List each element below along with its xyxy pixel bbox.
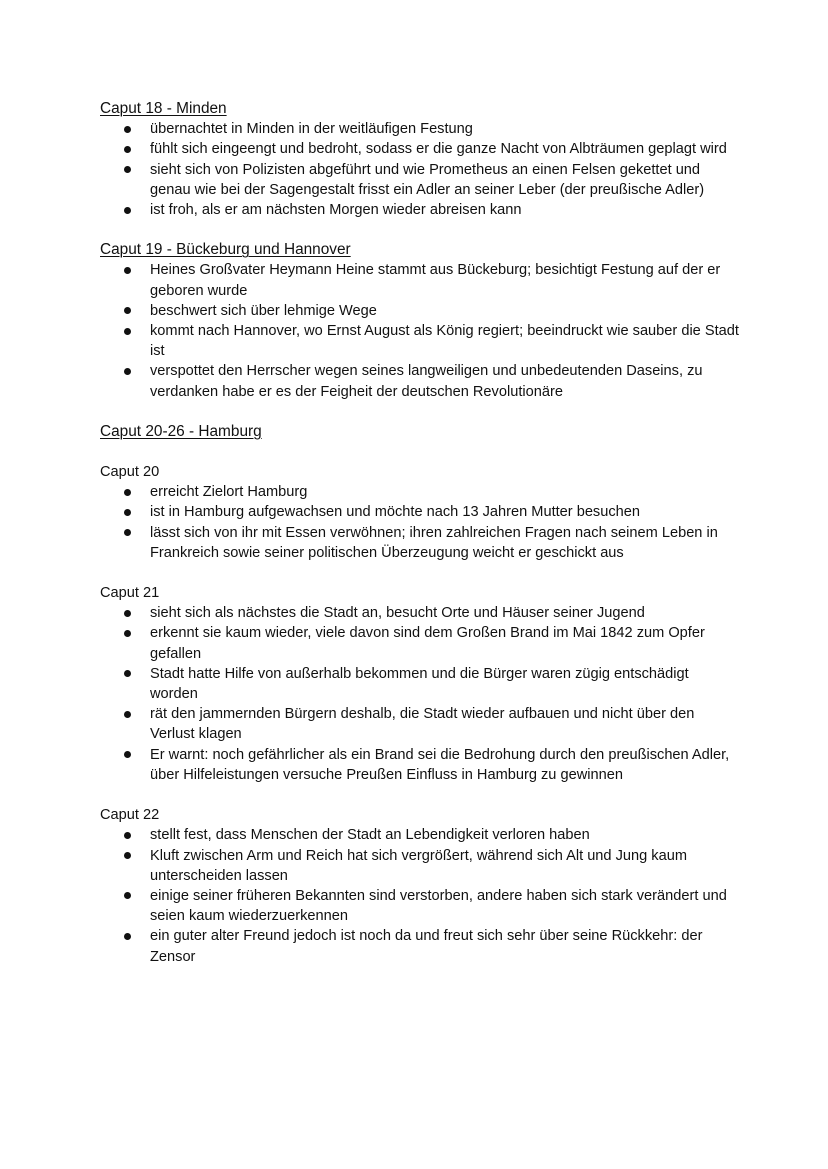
spacer	[100, 402, 740, 422]
bullet-dot-icon	[124, 630, 131, 637]
bullet-dot-icon	[124, 933, 131, 940]
bullet-dot-icon	[124, 307, 131, 314]
spacer	[100, 785, 740, 805]
section-heading-caput-18: Caput 18 - Minden	[100, 100, 227, 117]
bullet-dot-icon	[124, 529, 131, 536]
spacer	[100, 442, 740, 462]
bullet-dot-icon	[124, 610, 131, 617]
list-item: fühlt sich eingeengt und bedroht, sodass er die ganze Nacht von Albträumen geplagt wird	[100, 139, 740, 159]
subsection-title-caput-21: Caput 21	[100, 585, 160, 602]
bullet-dot-icon	[124, 711, 131, 718]
bullet-dot-icon	[124, 207, 131, 214]
list-item: kommt nach Hannover, wo Ernst August als König regiert; beeindruckt wie sauber die Stadt ist	[100, 321, 740, 361]
bullet-list-caput-22	[100, 825, 740, 966]
bullet-dot-icon	[124, 852, 131, 859]
list-item: Kluft zwischen Arm und Reich hat sich vergrößert, während sich Alt und Jung kaum unterscheiden lassen	[100, 846, 740, 886]
subsection-title-caput-20: Caput 20	[100, 464, 160, 481]
list-item: ist in Hamburg aufgewachsen und möchte nach 13 Jahren Mutter besuchen	[100, 502, 740, 522]
list-item: Stadt hatte Hilfe von außerhalb bekommen und die Bürger waren zügig entschädigt worden	[100, 664, 740, 704]
list-item: stellt fest, dass Menschen der Stadt an Lebendigkeit verloren haben	[100, 825, 740, 845]
list-item: erkennt sie kaum wieder, viele davon sind dem Großen Brand im Mai 1842 zum Opfer gefallen	[100, 623, 740, 663]
bullet-dot-icon	[124, 267, 131, 274]
spacer	[100, 563, 740, 583]
subsection-title-caput-22: Caput 22	[100, 807, 160, 824]
section-heading-caput-19: Caput 19 - Bückeburg und Hannover	[100, 241, 351, 259]
document-page	[100, 99, 740, 967]
list-item: einige seiner früheren Bekannten sind verstorben, andere haben sich stark verändert und seien kaum wiederzuerkennen	[100, 886, 740, 926]
list-item: sieht sich von Polizisten abgeführt und wie Prometheus an einen Felsen gekettet und genau wie bei der Sagengestalt frisst ein Adler an seiner Leber (der preußische Adler)	[100, 160, 740, 200]
list-item: sieht sich als nächstes die Stadt an, besucht Orte und Häuser seiner Jugend	[100, 603, 740, 623]
bullet-dot-icon	[124, 892, 131, 899]
spacer	[100, 220, 740, 240]
list-item: ein guter alter Freund jedoch ist noch da und freut sich sehr über seine Rückkehr: der Zensor	[100, 926, 740, 966]
bullet-list-caput-21	[100, 603, 740, 785]
list-item: verspottet den Herrscher wegen seines langweiligen und unbedeutenden Daseins, zu verdanken habe er es der Feigheit der deutschen Revolutionäre	[100, 361, 740, 401]
bullet-dot-icon	[124, 509, 131, 516]
bullet-list-caput-20	[100, 482, 740, 563]
bullet-dot-icon	[124, 166, 131, 173]
bullet-dot-icon	[124, 126, 131, 133]
list-item: lässt sich von ihr mit Essen verwöhnen; ihren zahlreichen Fragen nach seinem Leben in Frankreich sowie seiner politischen Überzeugung weicht er geschickt aus	[100, 523, 740, 563]
list-item: erreicht Zielort Hamburg	[100, 482, 740, 502]
list-item: beschwert sich über lehmige Wege	[100, 301, 740, 321]
list-item: Heines Großvater Heymann Heine stammt aus Bückeburg; besichtigt Festung auf der er geboren wurde	[100, 260, 740, 300]
bullet-dot-icon	[124, 832, 131, 839]
bullet-list-caput-19	[100, 260, 740, 401]
bullet-dot-icon	[124, 146, 131, 153]
list-item: übernachtet in Minden in der weitläufigen Festung	[100, 119, 740, 139]
bullet-dot-icon	[124, 328, 131, 335]
bullet-dot-icon	[124, 368, 131, 375]
bullet-dot-icon	[124, 670, 131, 677]
list-item: Er warnt: noch gefährlicher als ein Brand sei die Bedrohung durch den preußischen Adler, über Hilfeleistungen versuche Preußen Einfluss in Hamburg zu gewinnen	[100, 745, 740, 785]
list-item: ist froh, als er am nächsten Morgen wieder abreisen kann	[100, 200, 740, 220]
list-item: rät den jammernden Bürgern deshalb, die Stadt wieder aufbauen und nicht über den Verlust klagen	[100, 704, 740, 744]
bullet-dot-icon	[124, 751, 131, 758]
bullet-list-caput-18	[100, 119, 740, 220]
bullet-dot-icon	[124, 489, 131, 496]
section-heading-caput-20-26: Caput 20-26 - Hamburg	[100, 422, 262, 440]
